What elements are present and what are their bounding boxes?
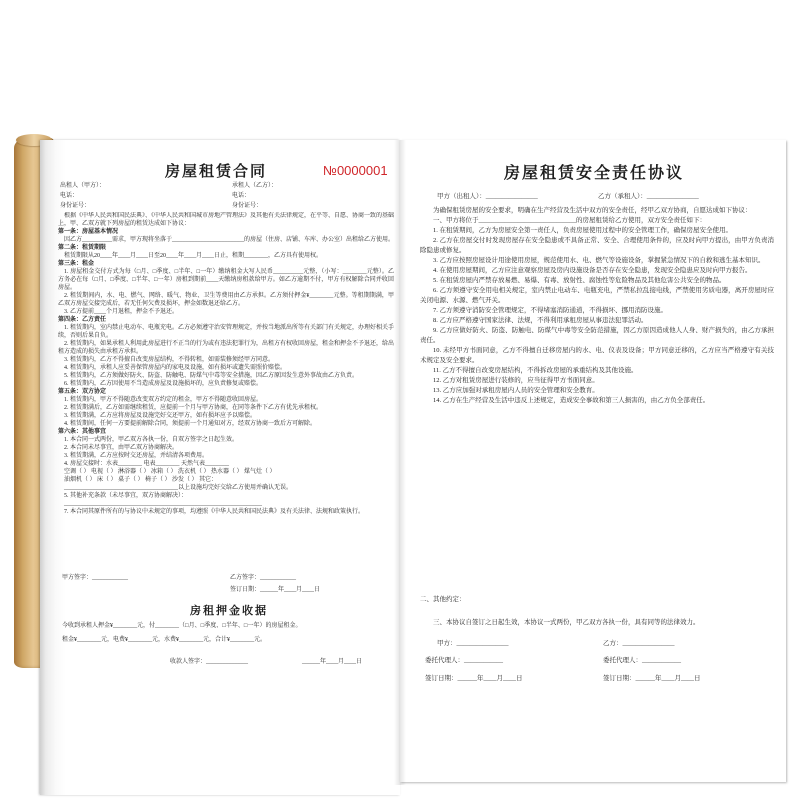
contract-clause: 3. 租赁期内，乙方不得擅自改变房屋结构，不得转租，如需装修须经甲方同意。	[64, 357, 275, 363]
section-heading: 第二条：租赁期限	[58, 245, 107, 251]
safety-clause: 4. 在使用房屋期间，乙方应注意观察房屋及房内设施设备是否存在安全隐患，发现安全隐患应及时向甲方报告。	[433, 267, 752, 274]
clause-one: 一、甲方将位于______________________________的房屋租赁给乙方使用，双方安全责任如下：	[433, 217, 706, 224]
contract-clause: 因乙方__________需求，甲方现将坐落于________________________的房屋（住房、店铺、车库、办公室）出租给乙方使用。	[64, 237, 394, 243]
receipt-date: ______年____月____日	[302, 659, 363, 665]
safety-clause: 1. 在租赁期间，乙方为房屋安全第一责任人，负责房屋使用过程中的安全管理工作，确保房屋安全使用。	[433, 227, 732, 234]
landlord-id-label: 身份证号：	[60, 203, 91, 209]
agreement-intro: 为确保租赁房屋的安全要求，明确在生产经营及生活中双方的安全责任，经甲乙双方协商，自愿达成如下协议：	[433, 207, 752, 214]
safety-clause: 9. 乙方应做好防火、防盗、防触电、防煤气中毒等安全防范措施，因乙方原因造成他人人身、财产损失的，由乙方承担责任。	[420, 327, 774, 344]
contract-clause: 2. 租赁期间内，水、电、燃气、网络、暖气、物业、卫生等费用由乙方承担。乙方须付押金¥________元整。等租期期满，甲乙双方房屋交接完成后，若无任何欠费及损坏，押金如数退还给乙方。	[58, 293, 394, 307]
serial-number: №0000001	[323, 163, 388, 178]
safety-clause: 14. 乙方在生产经营及生活中违反上述规定，造成安全事故和第三人损害的，由乙方负全部责任。	[433, 397, 710, 404]
agent-b-signature: 委托代理人：____________	[603, 657, 681, 664]
contract-clause: ______________________________________以上设施均完好交给乙方使用并确认无误。	[64, 485, 293, 491]
contract-preamble: 根据《中华人民共和国民法典》、《中华人民共和国城市房地产管理法》及其他有关法律规定，在平等、自愿、协商一致的基础上，甲、乙双方就下列房屋的租赁达成如下协议：	[58, 213, 394, 227]
contract-clause: 油烟机（ ） 床（ ） 桌子（ ） 椅子（ ） 沙发（ ） 其它：	[64, 477, 218, 483]
safety-agreement-body	[420, 206, 774, 590]
contract-clause: 7. 本合同其原件所有的与协议中未规定的事项，均遵照《中华人民共和国民法典》及有关法律、法规和政策执行。	[64, 509, 365, 515]
contract-clause: 3. 租赁期满，乙方应按时交还房屋，并结清各项费用。	[64, 453, 209, 459]
contract-clause: 1. 房屋租金交付方式为每（□月、□季度、□半年、□一年）缴纳租金大写人民币__________元整，（小写：________元整）。乙方务必在每（□月、□季度、□半年、□一年）房租到期前____天缴纳房租款给甲方。如乙方逾期不付，甲方有权解除合同并收回房屋。	[58, 269, 394, 291]
contract-title: 房屋租赁合同	[165, 164, 268, 180]
receipt-title: 房租押金收据	[190, 605, 268, 617]
section-heading: 第一条：房屋基本情况	[58, 229, 119, 235]
contract-clause: __________________________________________________________________	[64, 501, 262, 507]
signing-date-b: 签订日期：______年____月____日	[603, 675, 701, 682]
contract-clause: 4. 房屋交接时：水表________ 电表________ 天然气表________	[64, 461, 230, 467]
landlord-phone-label: 电话：	[60, 193, 79, 199]
safety-clause: 2. 乙方在房屋交付时发现房屋存在安全隐患或不具备正常、安全、合理使用条件的，应及时向甲方提出，由甲方负责消除隐患或修复。	[420, 237, 774, 254]
contract-clause: 空调（ ） 电视（ ） 淋浴器（ ） 冰箱（ ） 洗衣机（ ） 热水器（ ） 煤气灶（ ）	[64, 469, 276, 475]
tenant-phone-label: 电话：	[232, 193, 251, 199]
safety-clause: 11. 乙方不得擅自改变房屋结构，不得拆改房屋的承重结构及其他设施。	[433, 367, 638, 374]
section-heading: 第四条：乙方责任	[58, 317, 107, 323]
section-heading: 第六条：其他事宜	[58, 429, 107, 435]
safety-clause: 5. 在租赁房屋内严禁存放易燃、易爆、有毒、放射性、腐蚀性等危险物品及其他危害公共安全的物品。	[433, 277, 726, 284]
safety-agreement-title: 房屋租赁安全责任协议	[504, 165, 685, 182]
safety-clause: 10. 未经甲方书面同意，乙方不得擅自迁移房屋内的水、电、仪表及设备；甲方同意迁移的，乙方应当严格遵守有关技术规定及安全要求。	[420, 347, 774, 364]
contract-clause: 5. 其他补充条款（未尽事宜，双方协商解决）：	[64, 493, 188, 499]
safety-clause: 13. 乙方应加强对承租房屋内人员的安全管理和安全教育。	[433, 387, 599, 394]
contract-clause: 4. 租赁期间，任何一方要提前解除合同，须提前一个月通知对方，经双方协商一致后方可解除。	[64, 421, 317, 427]
safety-clause: 12. 乙方对租赁房屋进行装修的，应当征得甲方书面同意。	[433, 377, 599, 384]
party-b-signature: 乙方：________________	[603, 640, 675, 647]
contract-page	[40, 140, 400, 795]
receipt-line-fees: 租金¥________元，电费¥________元，水费¥________元，合计¥________元。	[62, 637, 267, 643]
contract-clause: 4. 租赁期内，承租人应妥善保管房屋内的家电及设施，如有损坏或遗失需照价赔偿。	[64, 365, 287, 371]
landlord-label: 出租人（甲方）：	[60, 183, 106, 189]
contract-clause: 3. 乙方提前____个月退租，押金不予退还。	[64, 309, 179, 315]
contract-clause: 3. 租赁期满，乙方应将房屋及设施完好交还甲方，如有损坏应予以赔偿。	[64, 413, 257, 419]
contract-clause: 2. 本合同未尽事宜，由甲乙双方协商解决。	[64, 445, 179, 451]
contract-clause: 1. 租赁期内，甲方不得随意改变双方约定的租金，甲方不得随意收回房屋。	[64, 397, 263, 403]
clause-two-other-terms: 二、其他约定：	[420, 596, 466, 603]
tenant-id-label: 身份证号：	[232, 203, 263, 209]
center-fold-shadow	[394, 140, 406, 785]
section-heading: 第三条：租金	[58, 261, 95, 267]
contract-clause: 租赁期限从20____年____月____日至20____年____月____日止，租期________，乙方具有使用权。	[64, 253, 323, 259]
landlord-label: 甲方（出租人）：________________	[437, 193, 538, 200]
contract-clause: 5. 租赁期内，乙方须做好防火、防盗、防触电、防煤气中毒等安全措施，因乙方原因发生意外事故由乙方负责。	[64, 373, 359, 379]
safety-clause: 7. 乙方须遵守消防安全管理规定，不得堵塞消防通道，不得损坏、挪用消防设施。	[433, 307, 667, 314]
party-a-signature: 甲方签字：____________	[62, 575, 129, 581]
contract-clause: 1. 租赁期内，室内禁止电动车、电瓶充电。乙方必须遵守治安管理规定，并按当地派出所等有关部门有关规定，办理好相关手续，否则后果自负。	[58, 325, 394, 339]
safety-clause: 6. 乙方须遵守安全用电相关规定，室内禁止电动车、电瓶充电，严禁私拉乱接电线，严禁使用劣质电器，离开房屋时应关闭电源、水源、燃气开关。	[420, 287, 774, 304]
receipt-line-deposit: 今收到承租人押金¥________元，付________（□月、□季度、□半年、□一年）的房屋租金。	[62, 623, 302, 629]
agent-a-signature: 委托代理人：____________	[425, 657, 503, 664]
safety-clause: 8. 乙方应严格遵守国家法律、法规，不得利用承租房屋从事违法犯罪活动。	[433, 317, 648, 324]
contract-body	[58, 212, 394, 568]
section-heading: 第五条：双方协定	[58, 389, 107, 395]
safety-clause: 3. 乙方应按照房屋设计用途使用房屋，规范使用水、电、燃气等设施设备，掌握紧急情况下的自救和逃生基本知识。	[433, 257, 765, 264]
tenant-label: 承租人（乙方）：	[232, 183, 278, 189]
contract-clause: 2. 租赁期满后，乙方如需继续租赁，应提前一个月与甲方协商，在同等条件下乙方有优先承租权。	[64, 405, 323, 411]
signing-date: 签订日期：______年____月____日	[230, 587, 321, 593]
tenant-label: 乙方（承租人）：________________	[598, 193, 699, 200]
signing-date-a: 签订日期：______年____月____日	[425, 675, 523, 682]
party-a-signature: 甲方：________________	[437, 640, 509, 647]
safety-agreement-page	[400, 140, 786, 782]
clause-three-effective: 三、本协议自签订之日起生效，本协议一式两份，甲乙双方各执一份，具有同等的法律效力。	[433, 619, 700, 626]
receipt-payee-signature: 收款人签字：______________	[170, 659, 249, 665]
contract-clause: 2. 租赁期内，如果承租人利用此房屋进行不正当的行为或有违法犯罪行为，出租方有权收回房屋，租金和押金不予退还，给出租方造成的损失由承租方承担。	[58, 341, 394, 355]
contract-clause: 1. 本合同一式两份，甲乙双方各执一份，自双方签字之日起生效。	[64, 437, 239, 443]
party-b-signature: 乙方签字：____________	[230, 575, 297, 581]
contract-clause: 6. 租赁期内，乙方因使用不当造成房屋及设施损坏的，应负责修复或赔偿。	[64, 381, 263, 387]
